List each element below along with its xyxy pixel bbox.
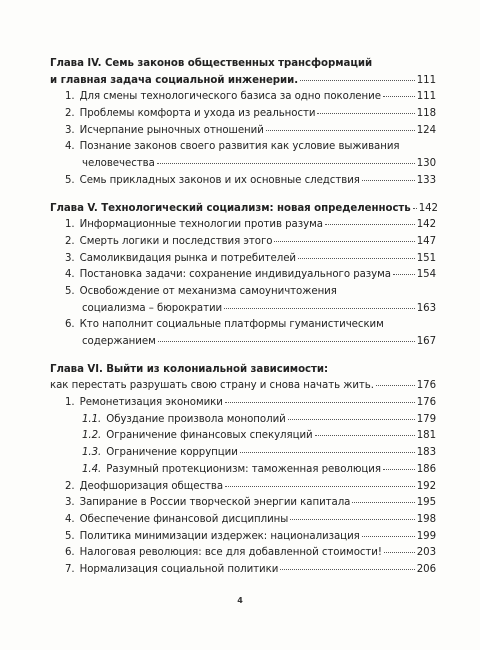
toc-entry-line xyxy=(50,395,436,412)
toc-entry-line xyxy=(50,562,436,579)
toc-entry-line xyxy=(50,156,436,173)
dot-leader xyxy=(383,469,415,470)
subentry-text: Разумный протекционизм: таможенная революция xyxy=(106,463,381,475)
subentry-page-number: 179 xyxy=(416,413,436,425)
entry-page-number: 147 xyxy=(416,235,436,247)
toc-entry-line xyxy=(50,545,436,562)
dot-leader xyxy=(384,552,415,553)
chapter-title-line xyxy=(50,362,436,379)
entry-page-number: 154 xyxy=(416,269,436,281)
entry-page-number: 199 xyxy=(416,530,436,542)
chapter-title-line xyxy=(50,201,436,218)
page-number: 4 xyxy=(237,596,243,605)
entry-text: Запирание в России творческой энергии капитала xyxy=(79,497,351,509)
entry-number: 6. xyxy=(65,547,75,559)
entry-number: 5. xyxy=(65,174,75,186)
subentry-page-number: 181 xyxy=(416,430,436,442)
dot-leader xyxy=(274,241,414,242)
entry-page-number: 167 xyxy=(416,336,436,347)
entry-number: 7. xyxy=(65,563,75,575)
toc-entry-line xyxy=(50,495,436,512)
entry-number: 2. xyxy=(65,480,75,492)
entry-page-number: 151 xyxy=(416,252,436,264)
entry-number: 3. xyxy=(65,252,75,264)
dot-leader xyxy=(158,341,415,342)
entry-text: социализма – бюрократии xyxy=(82,302,223,314)
entry-page-number: 133 xyxy=(416,174,436,186)
toc-subentry-line xyxy=(50,412,436,429)
toc-entry-line xyxy=(50,234,436,251)
toc-entry-line xyxy=(50,284,436,301)
entry-page-number: 130 xyxy=(416,158,436,170)
toc-subentry-line xyxy=(50,445,436,462)
toc-entry-line xyxy=(50,529,436,546)
subentry-page-number: 183 xyxy=(416,447,436,459)
chapter-title-text: Глава VI. Выйти из колониальной зависимости: xyxy=(50,363,328,375)
subentry-number: 1.1. xyxy=(82,413,102,425)
chapter-page-number: 142 xyxy=(418,202,438,214)
toc-entry-line xyxy=(50,89,436,106)
entry-number: 1. xyxy=(65,397,75,409)
dot-leader xyxy=(383,96,415,97)
entry-number: 4. xyxy=(65,269,75,281)
entry-number: 5. xyxy=(65,530,75,542)
entry-text: Обеспечение финансовой дисциплины xyxy=(79,513,289,525)
table-of-contents xyxy=(50,56,436,579)
toc-entry-line xyxy=(50,301,436,318)
entry-text: Смерть логики и последствия этого xyxy=(79,235,273,247)
toc-entry-line xyxy=(50,317,436,334)
entry-number: 1. xyxy=(65,91,75,103)
chapter-page-number: 176 xyxy=(416,380,436,392)
entry-number: 4. xyxy=(65,513,75,525)
toc-entry-line xyxy=(50,173,436,190)
toc-entry-line xyxy=(50,512,436,529)
dot-leader xyxy=(317,113,414,114)
dot-leader xyxy=(362,180,415,181)
entry-page-number: 192 xyxy=(416,480,436,492)
entry-number: 3. xyxy=(65,124,75,136)
entry-text: Информационные технологии против разума xyxy=(79,219,323,231)
entry-page-number: 118 xyxy=(416,108,436,120)
toc-subentry-line xyxy=(50,428,436,445)
entry-page-number: 124 xyxy=(416,124,436,136)
entry-number: 1. xyxy=(65,219,75,231)
toc-entry-line xyxy=(50,217,436,234)
entry-text: Семь прикладных законов и их основные следствия xyxy=(79,174,360,186)
dot-leader xyxy=(325,224,415,225)
dot-leader xyxy=(224,308,415,309)
subentry-page-number: 186 xyxy=(416,463,436,475)
subentry-number: 1.3. xyxy=(82,447,102,459)
dot-leader xyxy=(225,486,415,487)
chapter-title-text: Глава V. Технологический социализм: новая определенность xyxy=(50,202,411,214)
entry-page-number: 176 xyxy=(416,397,436,409)
entry-text: Познание законов своего развития как условие выживания xyxy=(79,141,400,153)
subentry-number: 1.4. xyxy=(82,463,102,475)
toc-entry-line xyxy=(50,251,436,268)
toc-chapter xyxy=(50,362,436,579)
dot-leader xyxy=(225,402,415,403)
toc-entry-line xyxy=(50,479,436,496)
chapter-title-line xyxy=(50,73,436,90)
entry-number: 4. xyxy=(65,141,75,153)
entry-text: Политика минимизации издержек: национализация xyxy=(79,530,360,542)
dot-leader xyxy=(280,569,414,570)
entry-page-number: 198 xyxy=(416,513,436,525)
dot-leader xyxy=(413,208,417,209)
toc-entry-line xyxy=(50,106,436,123)
chapter-subtitle-line xyxy=(50,378,436,395)
subentry-text: Ограничение финансовых спекуляций xyxy=(106,430,313,442)
chapter-page-number: 111 xyxy=(416,74,436,86)
entry-text: Проблемы комфорта и ухода из реальности xyxy=(79,108,316,120)
chapter-title-line xyxy=(50,56,436,73)
toc-entry-line xyxy=(50,334,436,351)
dot-leader xyxy=(393,274,415,275)
toc-subentry-line xyxy=(50,462,436,479)
entry-text: Деофшоризация общества xyxy=(79,480,224,492)
entry-text: содержанием xyxy=(82,336,156,347)
entry-text: Самоликвидация рынка и потребителей xyxy=(79,252,297,264)
dot-leader xyxy=(362,536,415,537)
entry-text: Ремонетизация экономики xyxy=(79,397,223,409)
entry-number: 2. xyxy=(65,108,75,120)
dot-leader xyxy=(288,419,415,420)
subentry-text: Ограничение коррупции xyxy=(106,447,238,459)
subentry-text: Обуздание произвола монополий xyxy=(106,413,286,425)
chapter-title-text: Глава IV. Семь законов общественных трансформаций xyxy=(50,58,373,69)
subentry-number: 1.2. xyxy=(82,430,102,442)
dot-leader xyxy=(298,258,415,259)
toc-chapter xyxy=(50,201,436,351)
dot-leader xyxy=(376,385,415,386)
toc-chapter xyxy=(50,56,436,190)
entry-page-number: 163 xyxy=(416,302,436,314)
dot-leader xyxy=(157,163,415,164)
entry-page-number: 195 xyxy=(416,497,436,509)
entry-text: Налоговая революция: все для добавленной стоимости! xyxy=(79,547,382,559)
entry-number: 5. xyxy=(65,285,75,297)
entry-text: Исчерпание рыночных отношений xyxy=(79,124,264,136)
entry-number: 2. xyxy=(65,235,75,247)
dot-leader xyxy=(240,452,415,453)
entry-page-number: 203 xyxy=(416,547,436,559)
entry-text: Нормализация социальной политики xyxy=(79,563,279,575)
dot-leader xyxy=(266,130,415,131)
toc-entry-line xyxy=(50,139,436,156)
entry-page-number: 206 xyxy=(416,563,436,575)
entry-number: 6. xyxy=(65,319,75,331)
toc-entry-line xyxy=(50,123,436,140)
entry-text: человечества xyxy=(82,158,155,170)
entry-text: Кто наполнит социальные платформы гуманистическим xyxy=(79,319,384,331)
chapter-subtitle-text: как перестать разрушать свою страну и снова начать жить. xyxy=(50,380,374,392)
dot-leader xyxy=(315,435,415,436)
dot-leader xyxy=(352,502,414,503)
toc-entry-line xyxy=(50,267,436,284)
dot-leader xyxy=(290,519,414,520)
entry-text: Постановка задачи: сохранение индивидуального разума xyxy=(79,269,391,281)
entry-page-number: 111 xyxy=(416,91,436,103)
entry-number: 3. xyxy=(65,497,75,509)
chapter-title-text: и главная задача социальной инженерии. xyxy=(50,74,299,86)
dot-leader xyxy=(300,80,415,81)
entry-text: Освобождение от механизма самоуничтожения xyxy=(79,285,337,297)
entry-page-number: 142 xyxy=(416,219,436,231)
entry-text: Для смены технологического базиса за одно поколение xyxy=(79,91,381,103)
